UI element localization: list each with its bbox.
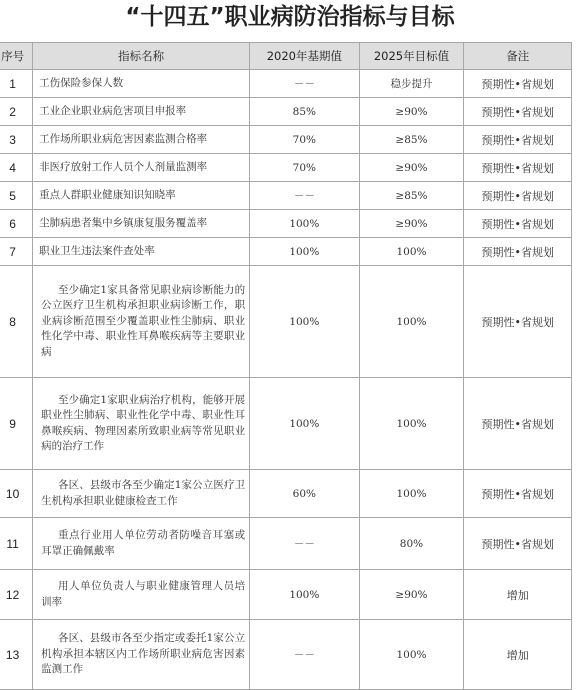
- header-note: 备注: [464, 43, 572, 70]
- indicator-name: 各区、县级市各至少指定或委托1家公立机构承担本辖区内工作场所职业病危害因素监测工作: [33, 620, 250, 690]
- base-value: 100%: [250, 266, 359, 378]
- table-row: [0, 210, 572, 238]
- note: 预期性•省规划: [464, 210, 572, 238]
- table-row: [0, 238, 572, 266]
- base-value: 100%: [250, 238, 359, 266]
- table-row: [0, 126, 572, 154]
- indicator-name: 工伤保险参保人数: [33, 70, 250, 98]
- table-row: [0, 182, 572, 210]
- table-row: [0, 266, 572, 378]
- row-number: 2: [0, 98, 33, 126]
- header-name: 指标名称: [33, 43, 250, 70]
- note: 预期性•省规划: [464, 182, 572, 210]
- target-value: 80%: [359, 518, 464, 570]
- indicator-name: 非医疗放射工作人员个人剂量监测率: [33, 154, 250, 182]
- target-value: ≥90%: [359, 210, 464, 238]
- base-value: －－: [250, 70, 359, 98]
- note: 预期性•省规划: [464, 98, 572, 126]
- row-number: 6: [0, 210, 33, 238]
- base-value: 100%: [250, 378, 359, 470]
- indicator-name: 职业卫生违法案件查处率: [33, 238, 250, 266]
- row-number: 5: [0, 182, 33, 210]
- row-number: 10: [0, 470, 33, 518]
- header-target: 2025年目标值: [359, 43, 464, 70]
- target-value: 稳步提升: [359, 70, 464, 98]
- note: 预期性•省规划: [464, 378, 572, 470]
- note: 预期性•省规划: [464, 70, 572, 98]
- base-value: 100%: [250, 210, 359, 238]
- table-row: [0, 378, 572, 470]
- note: 预期性•省规划: [464, 518, 572, 570]
- base-value: －－: [250, 518, 359, 570]
- row-number: 7: [0, 238, 33, 266]
- page-title: “十四五”职业病防治指标与目标: [125, 4, 455, 30]
- base-value: 100%: [250, 570, 359, 620]
- target-value: ≥90%: [359, 154, 464, 182]
- table-row: [0, 154, 572, 182]
- note: 预期性•省规划: [464, 238, 572, 266]
- table-row: [0, 98, 572, 126]
- table-row: [0, 70, 572, 98]
- row-number: 11: [0, 518, 33, 570]
- indicator-name: 重点行业用人单位劳动者防噪音耳塞或耳罩正确佩戴率: [33, 518, 250, 570]
- note: 预期性•省规划: [464, 126, 572, 154]
- table-row: [0, 518, 572, 570]
- row-number: 9: [0, 378, 33, 470]
- note: 预期性•省规划: [464, 154, 572, 182]
- indicator-name: 各区、县级市各至少确定1家公立医疗卫生机构承担职业健康检查工作: [33, 470, 250, 518]
- header-no: 序号: [0, 43, 33, 70]
- base-value: 60%: [250, 470, 359, 518]
- note: 预期性•省规划: [464, 266, 572, 378]
- note: 预期性•省规划: [464, 470, 572, 518]
- target-value: 100%: [359, 620, 464, 690]
- base-value: 85%: [250, 98, 359, 126]
- header-base: 2020年基期值: [250, 43, 359, 70]
- indicator-name: 尘肺病患者集中乡镇康复服务覆盖率: [33, 210, 250, 238]
- target-value: ≥90%: [359, 98, 464, 126]
- row-number: 12: [0, 570, 33, 620]
- indicator-name: 工作场所职业病危害因素监测合格率: [33, 126, 250, 154]
- row-number: 4: [0, 154, 33, 182]
- target-value: ≥85%: [359, 126, 464, 154]
- target-value: ≥85%: [359, 182, 464, 210]
- base-value: －－: [250, 182, 359, 210]
- table-row: [0, 570, 572, 620]
- target-value: 100%: [359, 238, 464, 266]
- base-value: 70%: [250, 126, 359, 154]
- target-value: ≥90%: [359, 570, 464, 620]
- row-number: 1: [0, 70, 33, 98]
- base-value: 70%: [250, 154, 359, 182]
- base-value: －－: [250, 620, 359, 690]
- indicator-name: 至少确定1家职业病治疗机构，能够开展职业性尘肺病、职业性化学中毒、职业性耳鼻喉疾病、物理因素所致职业病等常见职业病的治疗工作: [33, 378, 250, 470]
- row-number: 13: [0, 620, 33, 690]
- indicator-name: 至少确定1家具备常见职业病诊断能力的公立医疗卫生机构承担职业病诊断工作，职业病诊断范围至少覆盖职业性尘肺病、职业性化学中毒、职业性耳鼻喉疾病等主要职业病: [33, 266, 250, 378]
- note: 增加: [464, 620, 572, 690]
- indicator-table: [0, 42, 572, 690]
- indicator-name: 重点人群职业健康知识知晓率: [33, 182, 250, 210]
- indicator-name: 用人单位负责人与职业健康管理人员培训率: [33, 570, 250, 620]
- table-row: [0, 620, 572, 690]
- row-number: 3: [0, 126, 33, 154]
- table-header-row: [0, 43, 572, 70]
- table-row: [0, 470, 572, 518]
- note: 增加: [464, 570, 572, 620]
- indicator-name: 工业企业职业病危害项目申报率: [33, 98, 250, 126]
- target-value: 100%: [359, 266, 464, 378]
- target-value: 100%: [359, 378, 464, 470]
- row-number: 8: [0, 266, 33, 378]
- target-value: 100%: [359, 470, 464, 518]
